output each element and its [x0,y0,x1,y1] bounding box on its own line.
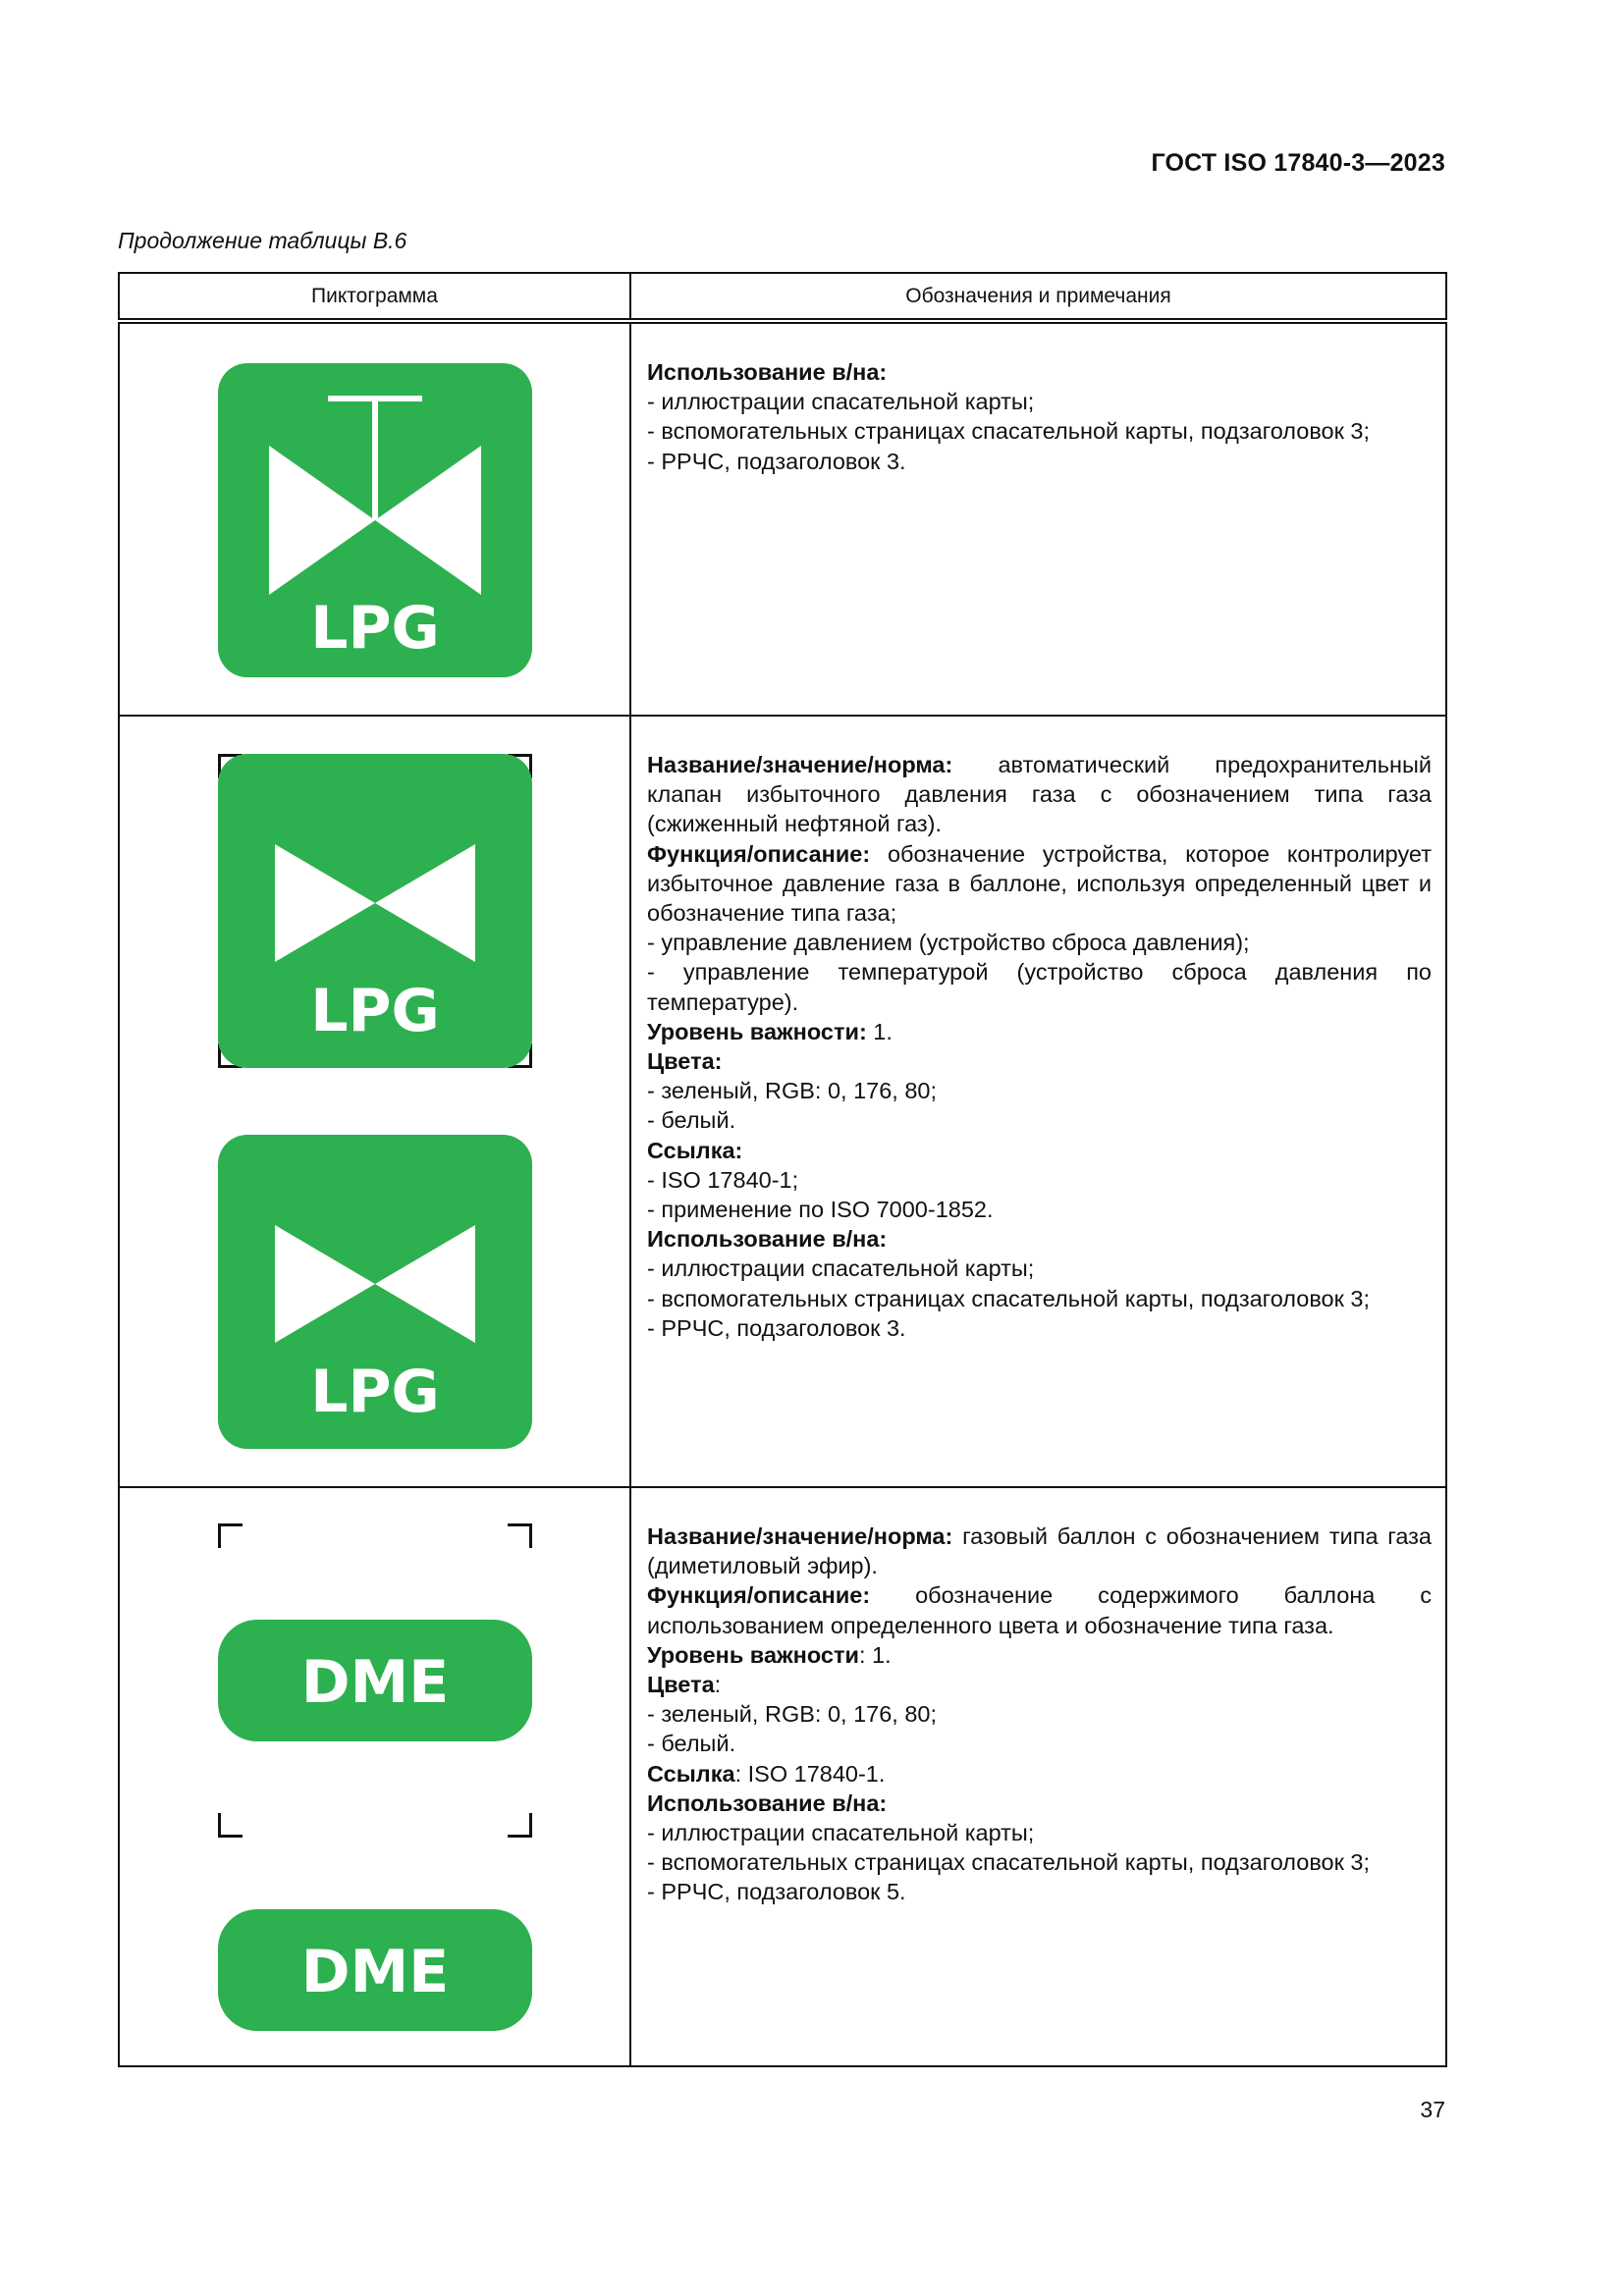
note-line [647,1017,1432,1046]
note-line [647,1046,1432,1076]
note-line [647,1847,1432,1877]
note-line [647,1699,1432,1729]
note-line [647,1105,1432,1135]
note-line [647,1136,1432,1165]
crop-mark [218,1813,243,1838]
note-text: - вспомогательных страницах спасательной карты, подзаголовок 3; [647,1849,1371,1876]
note-label: Использование в/на: [647,359,888,385]
note-text: - белый. [647,1107,736,1134]
note-line [647,1877,1432,1906]
note-text: - применение по ISO 7000-1852. [647,1197,994,1223]
document-header: ГОСТ ISO 17840-3—2023 [1151,149,1445,177]
note-text: - ISO 17840-1; [647,1166,799,1193]
note-line [647,957,1432,1016]
note-line [647,387,1432,416]
note-line [647,1195,1432,1224]
table-row [119,1487,1446,2066]
note-line [647,928,1432,957]
note-line [647,839,1432,929]
notes-cell [630,716,1446,1487]
page-number: 37 [1420,2097,1445,2122]
note-text: газовый баллон с обозначением типа газа (диметиловый эфир). [647,1523,1432,1579]
note-text: - вспомогательных страницах спасательной карты, подзаголовок 3; [647,418,1371,445]
cropped-pictogram-frame [218,754,532,1068]
note-label: Уровень важности: [647,1018,867,1044]
note-line [647,1313,1432,1343]
note-line [647,1522,1432,1580]
cropped-pictogram-frame [218,1523,532,1838]
note-line [647,1076,1432,1105]
note-line [647,1818,1432,1847]
note-line [647,447,1432,476]
dme-gas-cylinder-icon [218,1909,532,2031]
note-label: Название/значение/норма: [647,752,953,777]
note-label: Функция/описание: [647,1582,871,1609]
crop-mark [218,1523,243,1548]
note-line [647,1284,1432,1313]
note-line [647,357,1432,387]
notes-cell [630,1487,1446,2066]
note-line [647,1224,1432,1254]
note-label: Уровень важности [647,1641,859,1668]
column-header-pictogram: Пиктограмма [119,273,630,321]
note-text: - иллюстрации спасательной карты; [647,1820,1035,1846]
pictogram-cell [119,321,630,716]
table-row [119,716,1446,1487]
note-text: обозначение содержимого баллона с использованием определенного цвета и обозначение типа газа. [647,1582,1432,1638]
table-row [119,321,1446,716]
note-label: Использование в/на: [647,1789,888,1816]
note-label: Цвета: [647,1048,723,1075]
note-line [647,416,1432,446]
icon-label: DME [300,1648,450,1717]
table-caption: Продолжение таблицы В.6 [118,228,407,253]
note-label: Название/значение/норма: [647,1523,953,1549]
note-text: - иллюстрации спасательной карты; [647,1255,1035,1282]
note-text: - РРЧС, подзаголовок 3. [647,448,906,474]
dme-gas-cylinder-icon [218,1620,532,1741]
lpg-pressure-valve-icon [218,1135,532,1449]
note-line [647,1580,1432,1639]
note-line [647,1640,1432,1670]
table-header-row [119,273,1446,321]
note-text: - управление температурой (устройство сброса давления по температуре). [647,959,1432,1015]
notes-text [631,324,1445,492]
note-text: - зеленый, RGB: 0, 176, 80; [647,1701,938,1728]
note-line [647,750,1432,839]
column-header-notes: Обозначения и примечания [630,273,1446,321]
notes-text [631,1488,1445,1923]
icon-label: DME [300,1938,450,2006]
note-label: Цвета [647,1672,715,1698]
lpg-pressure-valve-icon [218,754,532,1068]
note-text: 1. [866,1018,893,1044]
note-line [647,1789,1432,1818]
note-text: - зеленый, RGB: 0, 176, 80; [647,1078,938,1104]
note-text: - РРЧС, подзаголовок 5. [647,1879,906,1905]
note-text: - белый. [647,1731,736,1757]
note-label: Ссылка [647,1760,735,1787]
note-text: обозначение устройства, которое контролирует избыточное давление газа в баллоне, используя определенный цвет и обозначение типа газа; [647,840,1432,927]
note-line [647,1165,1432,1195]
note-label: Использование в/на: [647,1226,888,1253]
pictogram-cell [119,716,630,1487]
lpg-valve-icon [218,363,532,677]
note-line [647,1670,1432,1699]
note-text: - управление давлением (устройство сброса давления); [647,930,1250,956]
icon-label: LPG [310,1358,440,1426]
note-text: : ISO 17840-1. [734,1760,886,1787]
note-text: - РРЧС, подзаголовок 3. [647,1314,906,1341]
notes-text [631,717,1445,1359]
note-text: : [714,1672,722,1698]
note-text: : 1. [858,1641,892,1668]
icon-label: LPG [310,594,440,663]
note-line [647,1254,1432,1283]
pictogram-cell [119,1487,630,2066]
note-label: Ссылка: [647,1137,743,1163]
crop-mark [508,1523,532,1548]
note-line [647,1759,1432,1789]
note-text: - иллюстрации спасательной карты; [647,389,1035,415]
icon-label: LPG [310,977,440,1045]
note-label: Функция/описание: [647,840,871,867]
pictogram-table [118,272,1447,2067]
note-text: автоматический предохранительный клапан избыточного давления газа с обозначением типа газа (сжиженный нефтяной газ). [647,752,1432,837]
crop-mark [508,1813,532,1838]
notes-cell [630,321,1446,716]
note-line [647,1729,1432,1758]
note-text: - вспомогательных страницах спасательной карты, подзаголовок 3; [647,1285,1371,1311]
